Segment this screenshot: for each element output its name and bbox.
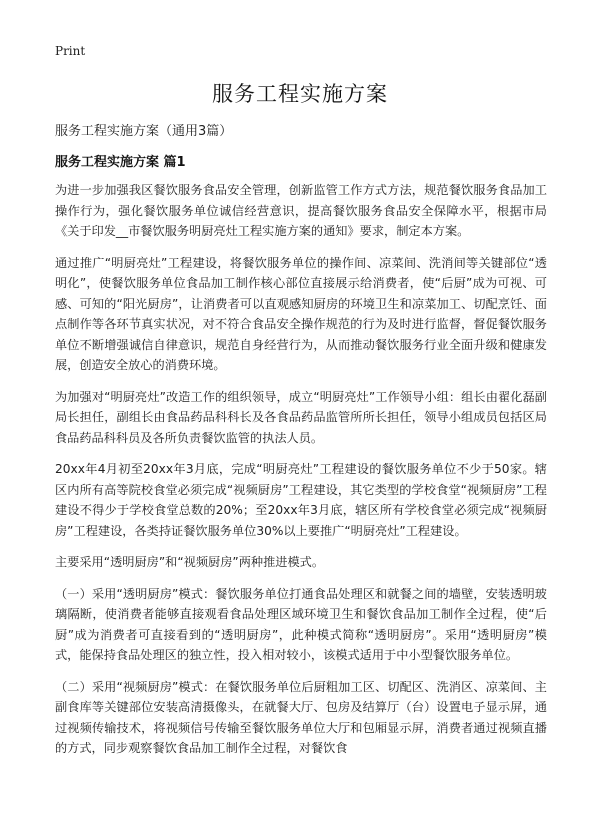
paragraph-leadership: 为加强对“明厨亮灶”改造工作的组织领导，成立“明厨亮灶”工作领导小组：组长由翟化磊副局长担任，副组长由食品药品科科长及各食品药品监管所所长担任，领导小组成员包括区局食品药品科科员及各所负责餐饮监管的执法人员。 — [55, 389, 547, 445]
paragraph-goals: 通过推广“明厨亮灶”工程建设，将餐饮服务单位的操作间、凉菜间、洗消间等关键部位“透明化”，使餐饮服务单位食品加工制作核心部位直接展示给消费者，使“后厨”成为可视、可感、可知的“阳光厨房”，让消费者可以直观感知厨房的环境卫生和凉菜加工、切配烹饪、面点制作等各环节真实状况，对不符合食品安全操作规范的行为及时进行监督，督促餐饮服务单位不断增强诚信自律意识，规范自身经营行为，从而推动餐饮服务行业全面升级和健康发展，创造安全放心的消费环境。 — [55, 255, 547, 372]
document-subtitle: 服务工程实施方案（通用3篇） — [55, 124, 233, 139]
paragraph-modes: 主要采用“透明厨房”和“视频厨房”两种推进模式。 — [55, 555, 325, 569]
section-heading: 服务工程实施方案 篇1 — [55, 155, 186, 170]
document-title: 服务工程实施方案 — [212, 82, 388, 106]
document-body — [55, 180, 547, 770]
paragraph-transparent-kitchen: （一）采用“透明厨房”模式：餐饮服务单位打通食品处理区和就餐之间的墙壁，安装透明玻璃隔断，使消费者能够直接观看食品处理区域环境卫生和餐饮食品加工制作全过程，使“后厨”成为消费者可直接看到的“透明厨房”，此种模式简称“透明厨房”。采用“透明厨房”模式，能保持食品处理区的独立性，投入相对较小，该模式适用于中小型餐饮服务单位。 — [55, 586, 547, 662]
print-label: Print — [55, 44, 86, 58]
paragraph-video-kitchen: （二）采用“视频厨房”模式：在餐饮服务单位后厨粗加工区、切配区、洗消区、凉菜间、主副食库等关键部位安装高清摄像头，在就餐大厅、包房及结算厅（台）设置电子显示屏，通过视频传输技术，将视频信号传输至餐饮服务单位大厅和包厢显示屏，消费者通过视频直播的方式，同步观察餐饮食品加工制作全过程，对餐饮食 — [55, 679, 547, 755]
paragraph-intro: 为进一步加强我区餐饮服务食品安全管理，创新监管工作方式方法，规范餐饮服务食品加工操作行为，强化餐饮服务单位诚信经营意识，提高餐饮服务食品安全保障水平，根据市局《关于印发__市餐饮服务明厨亮灶工程实施方案的通知》要求，制定本方案。 — [55, 183, 547, 238]
paragraph-targets: 20xx年4月初至20xx年3月底，完成“明厨亮灶”工程建设的餐饮服务单位不少于50家。辖区内所有高等院校食堂必须完成“视频厨房”工程建设，其它类型的学校食堂“视频厨房”工程建设不得少于学校食堂总数的20%；至20xx年3月底，辖区所有学校食堂必须完成“视频厨房”工程建设，各类持证餐饮服务单位30%以上要推广“明厨亮灶”工程建设。 — [55, 462, 547, 538]
